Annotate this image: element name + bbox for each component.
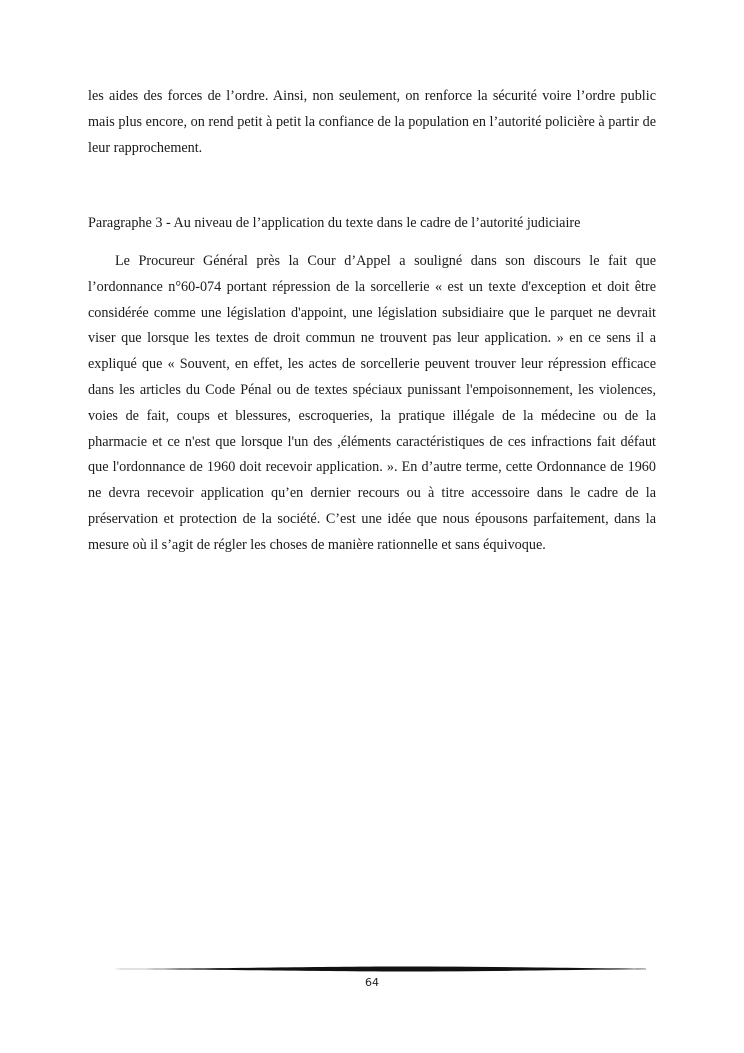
section-heading: Paragraphe 3 - Au niveau de l’application du texte dans le cadre de l’autorité judiciaire — [88, 215, 581, 231]
page-number: 64 — [365, 976, 379, 989]
footer-divider — [99, 966, 646, 972]
paragraph-intro: les aides des forces de l’ordre. Ainsi, non seulement, on renforce la sécurité voire l’ordre public mais plus encore, on rend petit à petit la confiance de la population en l’autorité policière à partir de leur rapprochement. — [88, 88, 656, 156]
paragraph-main: Le Procureur Général près la Cour d’Appel a souligné dans son discours le fait que l’ordonnance n°60-074 portant répression de la sorcellerie « est un texte d'exception et doit être considérée comme une législation d'appoint, une législation subsidiaire que le parquet ne devrait viser que lorsque les textes de droit commun ne trouvent pas leur application. » en ce sens il a expliqué que « Souvent, en effet, les actes de sorcellerie peuvent trouver leur répression efficace dans les articles du Code Pénal ou de textes spéciaux punissant l'empoisonnement, les violences, voies de fait, coups et blessures, escroqueries, la pratique illégale de la médecine ou de la pharmacie et ce n'est que lorsque l'un des ,éléments caractéristiques de ces infractions fait défaut que l'ordonnance de 1960 doit recevoir application. ». En d’autre terme, cette Ordonnance de 1960 ne devra recevoir application qu’en dernier recours ou à titre accessoire dans le cadre de la préservation et protection de la société. C’est une idée que nous épousons parfaitement, dans la mesure où il s’agit de régler les choses de manière rationnelle et sans équivoque. — [88, 253, 656, 553]
